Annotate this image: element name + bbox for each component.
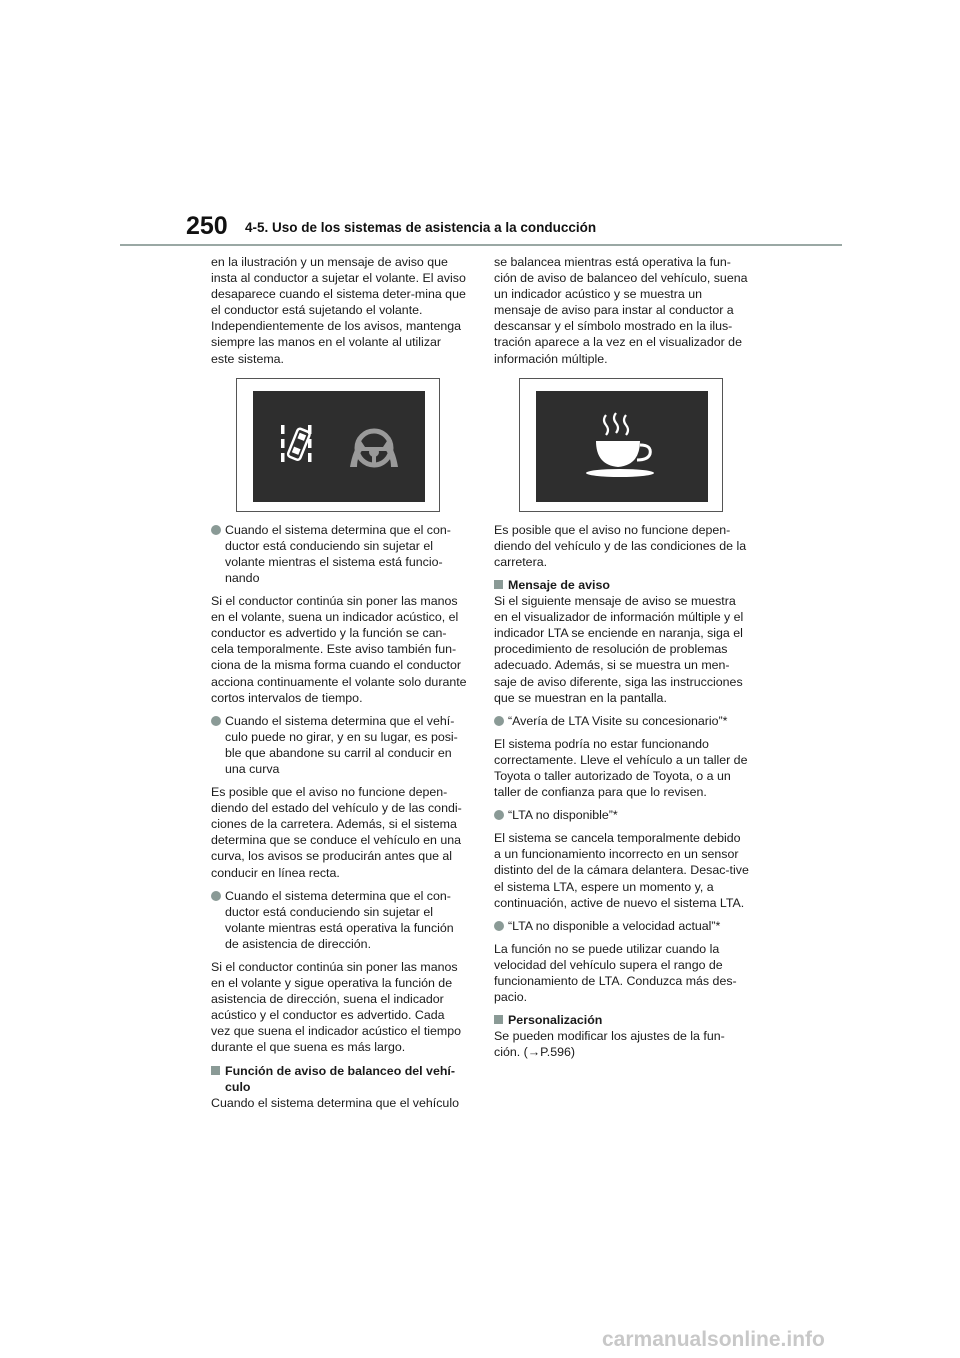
header-rule: [120, 244, 842, 246]
coffee-cup-icon: [536, 391, 708, 502]
left-paragraph-3: Si el conductor continúa sin poner las manos en el volante y sigue operativa la función de asistencia de dirección, suena el indicador acústico y el conductor es advertido. Cada vez que suena el indicador acústico el tiempo durante el que suena es más largo.: [211, 960, 462, 1055]
right-heading-warning-message: [494, 577, 750, 593]
right-heading-2-text: Personalización: [508, 1013, 603, 1028]
lane-and-steering-icons: [253, 391, 425, 502]
right-paragraph-4: El sistema se cancela temporalmente debido a un funcionamiento incorrecto en un sensor distinto del de la cámara delantera. Desac-tive el sistema LTA, espere un momento y, a continuación, active de nuevo el sistema LTA.: [494, 831, 749, 910]
left-bullet-3-text: Cuando el sistema determina que el con-ductor está conduciendo sin sujetar el volante mientras está operativa la función de asistencia de dirección.: [225, 888, 454, 951]
left-intro-paragraph: en la ilustración y un mensaje de aviso que insta al conductor a sujetar el volante. El aviso desaparece cuando el sistema deter-mina que el conductor está sujetando el volante. Independientemente de los avisos, mantenga siempre las manos en el volante al utilizar este sistema.: [211, 255, 466, 366]
right-paragraph-1: Es posible que el aviso no funcione depen-diendo del vehículo y de las condiciones de la carretera.: [494, 522, 747, 569]
right-heading-customization: [494, 1012, 750, 1028]
left-heading-sway-warning: [211, 1063, 467, 1095]
left-bullet-3: [211, 888, 467, 952]
heading-square-icon: [211, 1066, 220, 1075]
bullet-dot-icon: [211, 525, 221, 535]
right-paragraph-3: El sistema podría no estar funcionando correctamente. Lleve el vehículo a un taller de Toyota o taller autorizado de Toyota, o a un taller de confianza para que lo revisen.: [494, 736, 748, 800]
steering-wheel-hands-icon: [350, 431, 398, 467]
left-bullet-1-text: Cuando el sistema determina que el con-ductor está conduciendo sin sujetar el volante mientras el sistema está funcio-nando: [225, 522, 451, 585]
page-number: 250: [186, 212, 228, 240]
left-paragraph-2: Es posible que el aviso no funcione depen-diendo del estado del vehículo y de las condi-ciones de la carretera. Además, si el sistema determina que se conduce el vehículo en una curva, los avisos se producirán antes que al conducir en línea recta.: [211, 785, 462, 880]
left-bullet-2: [211, 713, 467, 777]
right-paragraph-2: Si el siguiente mensaje de aviso se muestra en el visualizador de información múltiple y el indicador LTA se enciende en naranja, siga el procedimiento de resolución de problemas adecuado. Además, si se muestra un men-saje de aviso diferente, siga las instrucciones que se muestran en la pantalla.: [494, 594, 744, 705]
section-title: 4-5. Uso de los sistemas de asistencia a la conducción: [245, 220, 597, 235]
right-paragraph-6: Se pueden modificar los ajustes de la fun-ción. (→P.596): [494, 1029, 725, 1060]
lane-departure-icon: [281, 425, 312, 462]
left-paragraph-4: Cuando el sistema determina que el vehículo: [211, 1095, 459, 1110]
right-column: [494, 254, 750, 1067]
right-bullet-1: [494, 713, 750, 729]
bullet-dot-icon: [494, 921, 504, 931]
left-paragraph-1: Si el conductor continúa sin poner las manos en el volante, suena un indicador acústico, el conductor es advertido y la función se can-cela temporalmente. Este aviso también fun-ciona de la misma forma cuando el conductor acciona continuamente el volante solo durante cortos intervalos de tiempo.: [211, 594, 467, 705]
right-bullet-3-text: “LTA no disponible a velocidad actual”*: [508, 918, 721, 933]
left-bullet-1: [211, 522, 467, 586]
bullet-dot-icon: [494, 716, 504, 726]
right-bullet-2: [494, 807, 750, 823]
right-bullet-1-text: “Avería de LTA Visite su concesionario”*: [508, 713, 728, 728]
right-bullet-3: [494, 918, 750, 934]
right-intro-paragraph: se balancea mientras está operativa la fun-ción de aviso de balanceo del vehículo, suena un indicador acústico y se muestra un mensaje de aviso para instar al conductor a descansar y el símbolo mostrado en la ilus-tración aparece a la vez en el visualizador de información múltiple.: [494, 255, 748, 366]
right-heading-1-text: Mensaje de aviso: [508, 577, 610, 592]
bullet-dot-icon: [211, 891, 221, 901]
right-paragraph-5: La función no se puede utilizar cuando la velocidad del vehículo supera el rango de funcionamiento de LTA. Conduzca más des-pacio.: [494, 941, 737, 1005]
left-bullet-2-text: Cuando el sistema determina que el vehí-culo puede no girar, y en su lugar, es posi-ble que abandone su carril al conducir en una curva: [225, 713, 458, 776]
left-column: [211, 254, 467, 1118]
bullet-dot-icon: [211, 716, 221, 726]
watermark: carmanualsonline.info: [602, 1328, 825, 1351]
left-heading-1-text: Función de aviso de balanceo del vehí-culo: [225, 1063, 455, 1094]
rest-warning-figure: [519, 378, 723, 512]
bullet-dot-icon: [494, 810, 504, 820]
heading-square-icon: [494, 1015, 503, 1024]
hands-off-display-screen: [253, 391, 425, 502]
hands-off-warning-figure: [236, 378, 440, 512]
rest-display-screen: [536, 391, 708, 502]
right-bullet-2-text: “LTA no disponible”*: [508, 808, 618, 823]
heading-square-icon: [494, 580, 503, 589]
